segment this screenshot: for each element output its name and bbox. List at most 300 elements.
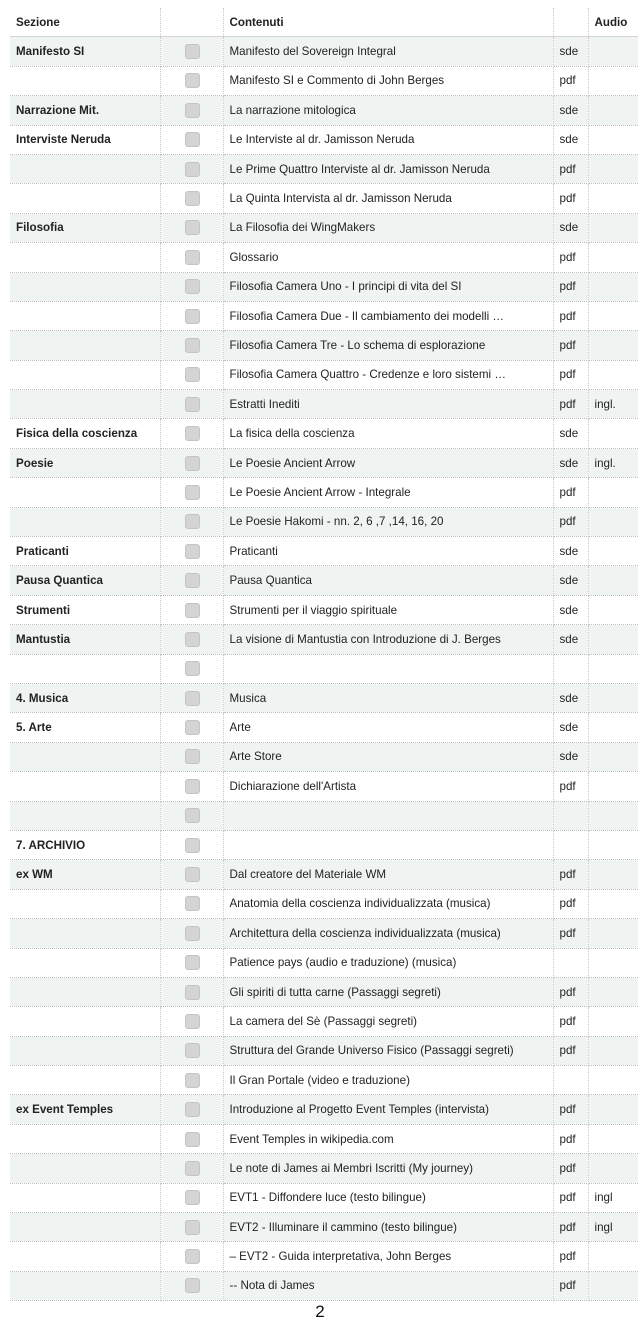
checkbox[interactable]	[185, 426, 200, 441]
type-cell: sde	[553, 683, 588, 712]
table-row	[10, 1036, 638, 1065]
audio-cell	[588, 1271, 638, 1300]
checkbox-cell	[160, 1271, 223, 1300]
checkbox-cell	[160, 625, 223, 654]
checkbox[interactable]	[185, 456, 200, 471]
checkbox-cell	[160, 1066, 223, 1095]
checkbox-cell	[160, 1007, 223, 1036]
section-cell: 4. Musica	[10, 683, 160, 712]
checkbox-cell	[160, 301, 223, 330]
section-cell	[10, 1124, 160, 1153]
header-type	[553, 8, 588, 37]
content-cell: Le Interviste al dr. Jamisson Neruda	[223, 125, 553, 154]
section-cell	[10, 977, 160, 1006]
audio-cell	[588, 537, 638, 566]
checkbox-cell	[160, 272, 223, 301]
checkbox-cell	[160, 184, 223, 213]
checkbox[interactable]	[185, 397, 200, 412]
table-row	[10, 66, 638, 95]
checkbox-cell	[160, 801, 223, 830]
checkbox-cell	[160, 37, 223, 66]
checkbox[interactable]	[185, 544, 200, 559]
checkbox[interactable]	[185, 749, 200, 764]
content-cell: Strumenti per il viaggio spirituale	[223, 595, 553, 624]
audio-cell	[588, 1036, 638, 1065]
checkbox-cell	[160, 683, 223, 712]
type-cell: sde	[553, 419, 588, 448]
checkbox-cell	[160, 1213, 223, 1242]
checkbox-cell	[160, 66, 223, 95]
section-cell	[10, 919, 160, 948]
audio-cell	[588, 1095, 638, 1124]
contents-table-body	[10, 8, 638, 1301]
table-row	[10, 331, 638, 360]
checkbox-cell	[160, 154, 223, 183]
section-cell: Filosofia	[10, 213, 160, 242]
type-cell	[553, 654, 588, 683]
section-cell: 5. Arte	[10, 713, 160, 742]
section-cell: Narrazione Mit.	[10, 96, 160, 125]
section-cell: Interviste Neruda	[10, 125, 160, 154]
checkbox-cell	[160, 654, 223, 683]
header-section: Sezione	[10, 8, 160, 37]
audio-cell	[588, 566, 638, 595]
checkbox[interactable]	[185, 808, 200, 823]
checkbox[interactable]	[185, 279, 200, 294]
audio-cell	[588, 1007, 638, 1036]
checkbox[interactable]	[185, 720, 200, 735]
table-row	[10, 566, 638, 595]
table-row	[10, 625, 638, 654]
audio-cell	[588, 742, 638, 771]
checkbox[interactable]	[185, 1102, 200, 1117]
checkbox-cell	[160, 742, 223, 771]
type-cell: sde	[553, 713, 588, 742]
checkbox[interactable]	[185, 896, 200, 911]
checkbox[interactable]	[185, 838, 200, 853]
checkbox[interactable]	[185, 1073, 200, 1088]
audio-cell	[588, 801, 638, 830]
checkbox[interactable]	[185, 779, 200, 794]
checkbox[interactable]	[185, 603, 200, 618]
checkbox-cell	[160, 96, 223, 125]
content-cell: Patience pays (audio e traduzione) (musica)	[223, 948, 553, 977]
content-cell: Architettura della coscienza individualizzata (musica)	[223, 919, 553, 948]
content-cell: Le note di James ai Membri Iscritti (My journey)	[223, 1154, 553, 1183]
type-cell: pdf	[553, 1095, 588, 1124]
checkbox-cell	[160, 977, 223, 1006]
table-row	[10, 801, 638, 830]
audio-cell	[588, 1154, 638, 1183]
type-cell: sde	[553, 742, 588, 771]
type-cell	[553, 1066, 588, 1095]
table-row	[10, 537, 638, 566]
type-cell: pdf	[553, 1242, 588, 1271]
checkbox-cell	[160, 1154, 223, 1183]
table-row	[10, 1154, 638, 1183]
checkbox[interactable]	[185, 1014, 200, 1029]
type-cell: pdf	[553, 1271, 588, 1300]
content-cell: Estratti Inediti	[223, 390, 553, 419]
table-row	[10, 595, 638, 624]
type-cell: pdf	[553, 1154, 588, 1183]
table-row	[10, 1066, 638, 1095]
audio-cell	[588, 184, 638, 213]
audio-cell	[588, 213, 638, 242]
checkbox-cell	[160, 1124, 223, 1153]
content-cell: Manifesto del Sovereign Integral	[223, 37, 553, 66]
section-cell: ex Event Temples	[10, 1095, 160, 1124]
table-row	[10, 37, 638, 66]
type-cell: pdf	[553, 1124, 588, 1153]
audio-cell	[588, 625, 638, 654]
checkbox-cell	[160, 772, 223, 801]
content-cell: Arte	[223, 713, 553, 742]
table-row	[10, 683, 638, 712]
content-cell: – EVT2 - Guida interpretativa, John Berges	[223, 1242, 553, 1271]
table-row	[10, 1124, 638, 1153]
table-row	[10, 301, 638, 330]
table-row	[10, 419, 638, 448]
checkbox-cell	[160, 478, 223, 507]
header-content: Contenuti	[223, 8, 553, 37]
section-cell	[10, 1036, 160, 1065]
section-cell	[10, 1183, 160, 1212]
checkbox[interactable]	[185, 1132, 200, 1147]
checkbox-cell	[160, 125, 223, 154]
checkbox[interactable]	[185, 867, 200, 882]
checkbox-cell	[160, 448, 223, 477]
section-cell	[10, 1271, 160, 1300]
checkbox[interactable]	[185, 44, 200, 59]
checkbox-cell	[160, 595, 223, 624]
content-cell: Glossario	[223, 243, 553, 272]
table-row	[10, 184, 638, 213]
table-row	[10, 213, 638, 242]
checkbox[interactable]	[185, 926, 200, 941]
content-cell: Le Poesie Ancient Arrow	[223, 448, 553, 477]
audio-cell	[588, 1242, 638, 1271]
checkbox-cell	[160, 713, 223, 742]
checkbox-cell	[160, 566, 223, 595]
checkbox[interactable]	[185, 1043, 200, 1058]
content-cell: Arte Store	[223, 742, 553, 771]
content-cell: La visione di Mantustia con Introduzione di J. Berges	[223, 625, 553, 654]
table-row	[10, 1271, 638, 1300]
content-cell: Filosofia Camera Uno - I principi di vita del SI	[223, 272, 553, 301]
audio-cell: ingl	[588, 1213, 638, 1242]
content-cell: Filosofia Camera Quattro - Credenze e loro sistemi …	[223, 360, 553, 389]
table-row	[10, 125, 638, 154]
checkbox[interactable]	[185, 309, 200, 324]
contents-table	[10, 8, 638, 1301]
content-cell: Musica	[223, 683, 553, 712]
section-cell	[10, 1242, 160, 1271]
type-cell: pdf	[553, 184, 588, 213]
section-cell	[10, 1066, 160, 1095]
section-cell	[10, 654, 160, 683]
table-row	[10, 448, 638, 477]
content-cell: Le Poesie Hakomi - nn. 2, 6 ,7 ,14, 16, 20	[223, 507, 553, 536]
checkbox[interactable]	[185, 691, 200, 706]
checkbox[interactable]	[185, 103, 200, 118]
checkbox[interactable]	[185, 1190, 200, 1205]
type-cell: pdf	[553, 772, 588, 801]
table-row	[10, 96, 638, 125]
checkbox-cell	[160, 419, 223, 448]
audio-cell	[588, 713, 638, 742]
type-cell: sde	[553, 125, 588, 154]
checkbox-cell	[160, 390, 223, 419]
type-cell: sde	[553, 448, 588, 477]
audio-cell	[588, 96, 638, 125]
audio-cell	[588, 948, 638, 977]
audio-cell	[588, 654, 638, 683]
type-cell: pdf	[553, 860, 588, 889]
content-cell: La Filosofia dei WingMakers	[223, 213, 553, 242]
content-cell: La narrazione mitologica	[223, 96, 553, 125]
table-row	[10, 772, 638, 801]
section-cell	[10, 507, 160, 536]
checkbox[interactable]	[185, 1278, 200, 1293]
table-row	[10, 919, 638, 948]
checkbox[interactable]	[185, 191, 200, 206]
audio-cell: ingl.	[588, 390, 638, 419]
audio-cell	[588, 66, 638, 95]
audio-cell	[588, 478, 638, 507]
page-number: 2	[315, 1302, 325, 1321]
type-cell: pdf	[553, 478, 588, 507]
content-cell: Le Prime Quattro Interviste al dr. Jamisson Neruda	[223, 154, 553, 183]
content-cell: EVT1 - Diffondere luce (testo bilingue)	[223, 1183, 553, 1212]
audio-cell	[588, 683, 638, 712]
table-row	[10, 507, 638, 536]
table-row	[10, 1183, 638, 1212]
section-cell: Poesie	[10, 448, 160, 477]
checkbox[interactable]	[185, 485, 200, 500]
section-cell	[10, 1213, 160, 1242]
checkbox[interactable]	[185, 1249, 200, 1264]
content-cell: Dal creatore del Materiale WM	[223, 860, 553, 889]
checkbox-cell	[160, 331, 223, 360]
section-cell	[10, 1154, 160, 1183]
section-cell	[10, 801, 160, 830]
checkbox-cell	[160, 1242, 223, 1271]
content-cell: Le Poesie Ancient Arrow - Integrale	[223, 478, 553, 507]
content-cell: Manifesto SI e Commento di John Berges	[223, 66, 553, 95]
content-cell: EVT2 - Illuminare il cammino (testo bilingue)	[223, 1213, 553, 1242]
audio-cell	[588, 272, 638, 301]
checkbox-cell	[160, 360, 223, 389]
checkbox[interactable]	[185, 250, 200, 265]
checkbox-cell	[160, 1095, 223, 1124]
section-cell	[10, 478, 160, 507]
checkbox[interactable]	[185, 338, 200, 353]
type-cell	[553, 801, 588, 830]
audio-cell	[588, 243, 638, 272]
type-cell: pdf	[553, 66, 588, 95]
audio-cell	[588, 919, 638, 948]
content-cell: Il Gran Portale (video e traduzione)	[223, 1066, 553, 1095]
audio-cell	[588, 154, 638, 183]
type-cell: pdf	[553, 507, 588, 536]
content-cell: La fisica della coscienza	[223, 419, 553, 448]
content-cell	[223, 801, 553, 830]
type-cell: pdf	[553, 301, 588, 330]
type-cell: sde	[553, 566, 588, 595]
type-cell	[553, 830, 588, 859]
audio-cell	[588, 125, 638, 154]
audio-cell: ingl	[588, 1183, 638, 1212]
section-cell: Strumenti	[10, 595, 160, 624]
table-row	[10, 478, 638, 507]
content-cell: Anatomia della coscienza individualizzata (musica)	[223, 889, 553, 918]
header-audio: Audio	[588, 8, 638, 37]
checkbox[interactable]	[185, 955, 200, 970]
audio-cell	[588, 977, 638, 1006]
content-cell: -- Nota di James	[223, 1271, 553, 1300]
section-cell	[10, 889, 160, 918]
type-cell: pdf	[553, 272, 588, 301]
content-cell: Filosofia Camera Tre - Lo schema di esplorazione	[223, 331, 553, 360]
audio-cell	[588, 331, 638, 360]
audio-cell	[588, 507, 638, 536]
header-check	[160, 8, 223, 37]
table-row	[10, 272, 638, 301]
content-cell: Gli spiriti di tutta carne (Passaggi segreti)	[223, 977, 553, 1006]
checkbox-cell	[160, 507, 223, 536]
checkbox-cell	[160, 889, 223, 918]
table-row	[10, 360, 638, 389]
content-cell: La camera del Sè (Passaggi segreti)	[223, 1007, 553, 1036]
checkbox-cell	[160, 1183, 223, 1212]
checkbox[interactable]	[185, 1220, 200, 1235]
audio-cell	[588, 889, 638, 918]
checkbox[interactable]	[185, 132, 200, 147]
content-cell: Filosofia Camera Due - Il cambiamento dei modelli …	[223, 301, 553, 330]
header-row	[10, 8, 638, 37]
section-cell: Fisica della coscienza	[10, 419, 160, 448]
audio-cell	[588, 830, 638, 859]
type-cell: pdf	[553, 243, 588, 272]
type-cell: sde	[553, 625, 588, 654]
checkbox[interactable]	[185, 985, 200, 1000]
table-row	[10, 654, 638, 683]
type-cell: pdf	[553, 1007, 588, 1036]
section-cell	[10, 390, 160, 419]
content-cell: Introduzione al Progetto Event Temples (intervista)	[223, 1095, 553, 1124]
section-cell	[10, 154, 160, 183]
table-row	[10, 390, 638, 419]
audio-cell	[588, 37, 638, 66]
audio-cell	[588, 360, 638, 389]
section-cell	[10, 243, 160, 272]
table-row	[10, 1213, 638, 1242]
table-row	[10, 1007, 638, 1036]
type-cell: sde	[553, 537, 588, 566]
table-row	[10, 243, 638, 272]
type-cell: pdf	[553, 331, 588, 360]
checkbox[interactable]	[185, 1161, 200, 1176]
type-cell: sde	[553, 213, 588, 242]
type-cell: pdf	[553, 889, 588, 918]
checkbox[interactable]	[185, 573, 200, 588]
type-cell: pdf	[553, 154, 588, 183]
type-cell: sde	[553, 37, 588, 66]
type-cell: pdf	[553, 1036, 588, 1065]
table-row	[10, 977, 638, 1006]
checkbox-cell	[160, 860, 223, 889]
checkbox[interactable]	[185, 220, 200, 235]
audio-cell	[588, 419, 638, 448]
section-cell: Manifesto SI	[10, 37, 160, 66]
audio-cell	[588, 1066, 638, 1095]
content-cell	[223, 830, 553, 859]
type-cell: pdf	[553, 1213, 588, 1242]
table-row	[10, 154, 638, 183]
audio-cell	[588, 1124, 638, 1153]
checkbox-cell	[160, 830, 223, 859]
content-cell: Dichiarazione dell'Artista	[223, 772, 553, 801]
table-row	[10, 860, 638, 889]
type-cell	[553, 948, 588, 977]
audio-cell	[588, 595, 638, 624]
section-cell	[10, 66, 160, 95]
type-cell: pdf	[553, 360, 588, 389]
type-cell: sde	[553, 96, 588, 125]
checkbox[interactable]	[185, 514, 200, 529]
audio-cell	[588, 772, 638, 801]
checkbox[interactable]	[185, 162, 200, 177]
section-cell	[10, 742, 160, 771]
section-cell: Pausa Quantica	[10, 566, 160, 595]
content-cell: Struttura del Grande Universo Fisico (Passaggi segreti)	[223, 1036, 553, 1065]
section-cell: Mantustia	[10, 625, 160, 654]
checkbox[interactable]	[185, 632, 200, 647]
type-cell: pdf	[553, 919, 588, 948]
type-cell: pdf	[553, 390, 588, 419]
section-cell	[10, 184, 160, 213]
checkbox[interactable]	[185, 73, 200, 88]
checkbox[interactable]	[185, 367, 200, 382]
content-cell: Praticanti	[223, 537, 553, 566]
checkbox-cell	[160, 213, 223, 242]
section-cell	[10, 948, 160, 977]
type-cell: sde	[553, 595, 588, 624]
checkbox-cell	[160, 1036, 223, 1065]
audio-cell	[588, 860, 638, 889]
checkbox-cell	[160, 919, 223, 948]
type-cell: pdf	[553, 1183, 588, 1212]
section-cell	[10, 1007, 160, 1036]
section-cell	[10, 772, 160, 801]
section-cell: Praticanti	[10, 537, 160, 566]
section-cell	[10, 272, 160, 301]
content-cell: Event Temples in wikipedia.com	[223, 1124, 553, 1153]
table-row	[10, 830, 638, 859]
section-cell	[10, 301, 160, 330]
content-cell: Pausa Quantica	[223, 566, 553, 595]
content-cell: La Quinta Intervista al dr. Jamisson Neruda	[223, 184, 553, 213]
section-cell	[10, 331, 160, 360]
checkbox[interactable]	[185, 661, 200, 676]
table-row	[10, 742, 638, 771]
section-cell	[10, 360, 160, 389]
table-row	[10, 713, 638, 742]
audio-cell	[588, 301, 638, 330]
table-row	[10, 1095, 638, 1124]
table-row	[10, 889, 638, 918]
